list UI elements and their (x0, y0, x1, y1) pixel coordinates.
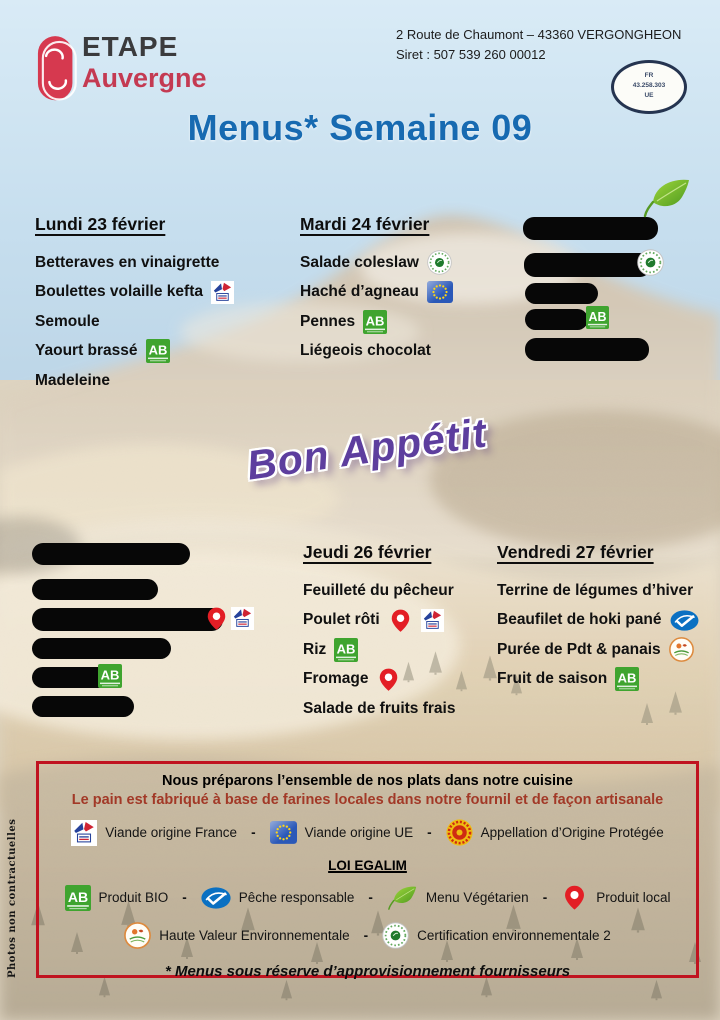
stamp-number: 43.258.303 (632, 81, 666, 89)
redacted-bar (525, 283, 598, 304)
legend-separator: - (363, 928, 369, 943)
france-meat-icon (231, 607, 254, 630)
brand-region: Auvergne (82, 63, 207, 94)
day-heading-monday: Lundi 23 février (35, 214, 166, 234)
brand-wordmark (82, 32, 207, 93)
dish-label: Semoule (35, 312, 100, 330)
legend-entry (124, 922, 349, 949)
legend-label: Viande origine France (105, 825, 238, 840)
bio-ab-icon (334, 638, 358, 662)
menu-item (303, 606, 515, 636)
local-pin-icon (561, 884, 588, 911)
menu-item (35, 278, 293, 308)
dish-label: Salade de fruits frais (303, 699, 456, 717)
dish-label: Salade coleslaw (300, 253, 419, 271)
menu-disclaimer: * Menus sous réserve d’approvisionnement fournisseurs (164, 963, 571, 980)
legend-label: Produit local (596, 890, 671, 905)
legend-row-labels (65, 884, 671, 911)
menu-item (303, 694, 515, 724)
eu-flag-icon (427, 281, 453, 303)
menu-item (300, 337, 522, 367)
menu-item (300, 278, 522, 308)
dish-label: Terrine de légumes d’hiver (497, 581, 694, 599)
dish-label: Purée de Pdt & panais (497, 640, 661, 658)
legend-label: Certification environnementale 2 (417, 928, 611, 943)
day-heading-tuesday: Mardi 24 février (300, 214, 430, 234)
local-pin-icon (376, 667, 401, 692)
france-meat-icon (421, 609, 444, 632)
bon-appetit-text: Bon Appétit (244, 409, 490, 489)
aop-icon (446, 819, 473, 846)
dish-label: Betteraves en vinaigrette (35, 253, 220, 271)
cert-env-icon (427, 250, 452, 275)
bio-ab-icon (146, 339, 170, 363)
menu-item (35, 307, 293, 337)
msc-fish-icon (201, 887, 231, 909)
menu-item (300, 248, 522, 278)
page-title: Menus* Semaine 09 (187, 107, 533, 148)
legend-row-environment (124, 922, 610, 949)
legend-entry (201, 887, 355, 909)
dish-label: Poulet rôti (303, 611, 380, 629)
brand-name: ETAPE (82, 31, 179, 62)
redacted-bar (525, 309, 588, 330)
bio-ab-icon (615, 667, 639, 691)
legend-entry (382, 922, 611, 949)
legend-kitchen-note: Nous préparons l’ensemble de nos plats dans notre cuisine (162, 773, 573, 789)
local-pin-icon (204, 606, 229, 631)
menu-item (35, 248, 293, 278)
vegetarian-leaf-icon (642, 177, 692, 219)
menu-column-tuesday (300, 214, 522, 366)
dish-label: Yaourt brassé (35, 342, 138, 360)
france-meat-icon (71, 820, 97, 846)
legend-separator: - (368, 890, 373, 905)
redacted-bar (524, 253, 651, 277)
bio-ab-icon (98, 664, 122, 688)
local-pin-icon (388, 608, 413, 633)
dish-label: Boulettes volaille kefta (35, 283, 203, 301)
cert-env-icon (637, 249, 664, 276)
vegetarian-leaf-icon (387, 885, 418, 911)
legend-separator: - (542, 890, 548, 905)
legend-entry (387, 885, 529, 911)
redacted-bar (523, 217, 658, 240)
siret-line: Siret : 507 539 260 00012 (396, 47, 546, 63)
menu-item (35, 337, 293, 367)
menu-item (497, 635, 715, 665)
company-address (396, 25, 681, 65)
menu-item (300, 307, 522, 337)
legend-label: Produit BIO (98, 890, 169, 905)
legend-label: Haute Valeur Environnementale (159, 928, 350, 943)
legend-separator: - (427, 825, 432, 840)
menu-item (303, 665, 515, 695)
france-meat-icon (211, 281, 234, 304)
legend-entry (270, 821, 414, 844)
menu-item (497, 576, 715, 606)
legend-entry (561, 884, 670, 911)
menu-item (303, 635, 515, 665)
legend-separator: - (251, 825, 256, 840)
redacted-bar (32, 579, 158, 600)
redacted-bar (32, 696, 134, 717)
legend-entry (446, 819, 664, 846)
dish-label: Pennes (300, 312, 356, 330)
bio-ab-icon (65, 885, 91, 911)
legend-label: Menu Végétarien (425, 890, 529, 905)
stamp-ue: UE (644, 91, 654, 99)
day-heading-thursday: Jeudi 26 février (303, 542, 432, 562)
legend-label: Appellation d’Origine Protégée (480, 825, 664, 840)
dish-label: Liégeois chocolat (300, 342, 431, 360)
bio-ab-icon (586, 306, 609, 329)
dish-label: Haché d’agneau (300, 283, 419, 301)
redacted-bar (32, 638, 171, 659)
legend-entry (71, 820, 237, 846)
legend-entry (65, 885, 169, 911)
menu-item (497, 665, 715, 695)
legend-separator: - (182, 890, 187, 905)
menu-column-friday (497, 542, 715, 694)
legend-label: Pêche responsable (238, 890, 355, 905)
hve-icon (669, 637, 694, 662)
stamp-country: FR (644, 72, 654, 79)
redacted-bar (32, 543, 190, 565)
dish-label: Madeleine (35, 371, 110, 389)
cert-env-icon (382, 922, 409, 949)
dish-label: Riz (303, 640, 327, 658)
address-line: 2 Route de Chaumont – 43360 VERGONGHEON (396, 27, 682, 42)
dish-label: Fruit de saison (497, 670, 608, 688)
legend-box (36, 761, 699, 978)
menu-item (35, 366, 293, 396)
menu-item (497, 606, 715, 636)
menu-column-thursday (303, 542, 515, 724)
dish-label: Beaufilet de hoki pané (497, 611, 662, 629)
dish-label: Feuilleté du pêcheur (303, 581, 454, 599)
day-heading-friday: Vendredi 27 février (497, 542, 654, 562)
loi-egalim-heading: LOI EGALIM (328, 858, 407, 873)
dish-label: Fromage (303, 670, 369, 688)
photos-disclaimer-vertical: Photos non contractuelles (7, 818, 18, 978)
redacted-bar (32, 608, 223, 631)
redacted-bar (525, 338, 649, 361)
legend-bread-note: Le pain est fabriqué à base de farines locales dans notre fournil et de façon artisanale (71, 792, 664, 808)
legend-row-origins (71, 819, 664, 846)
legend-label: Viande origine UE (304, 825, 414, 840)
msc-fish-icon (670, 610, 699, 631)
eu-flag-icon (270, 821, 297, 844)
menu-column-monday (35, 214, 293, 396)
menu-item (303, 576, 515, 606)
hve-icon (124, 922, 151, 949)
sanitary-oval-stamp (611, 60, 687, 114)
etape-logo-icon (33, 30, 79, 108)
bio-ab-icon (363, 310, 387, 334)
